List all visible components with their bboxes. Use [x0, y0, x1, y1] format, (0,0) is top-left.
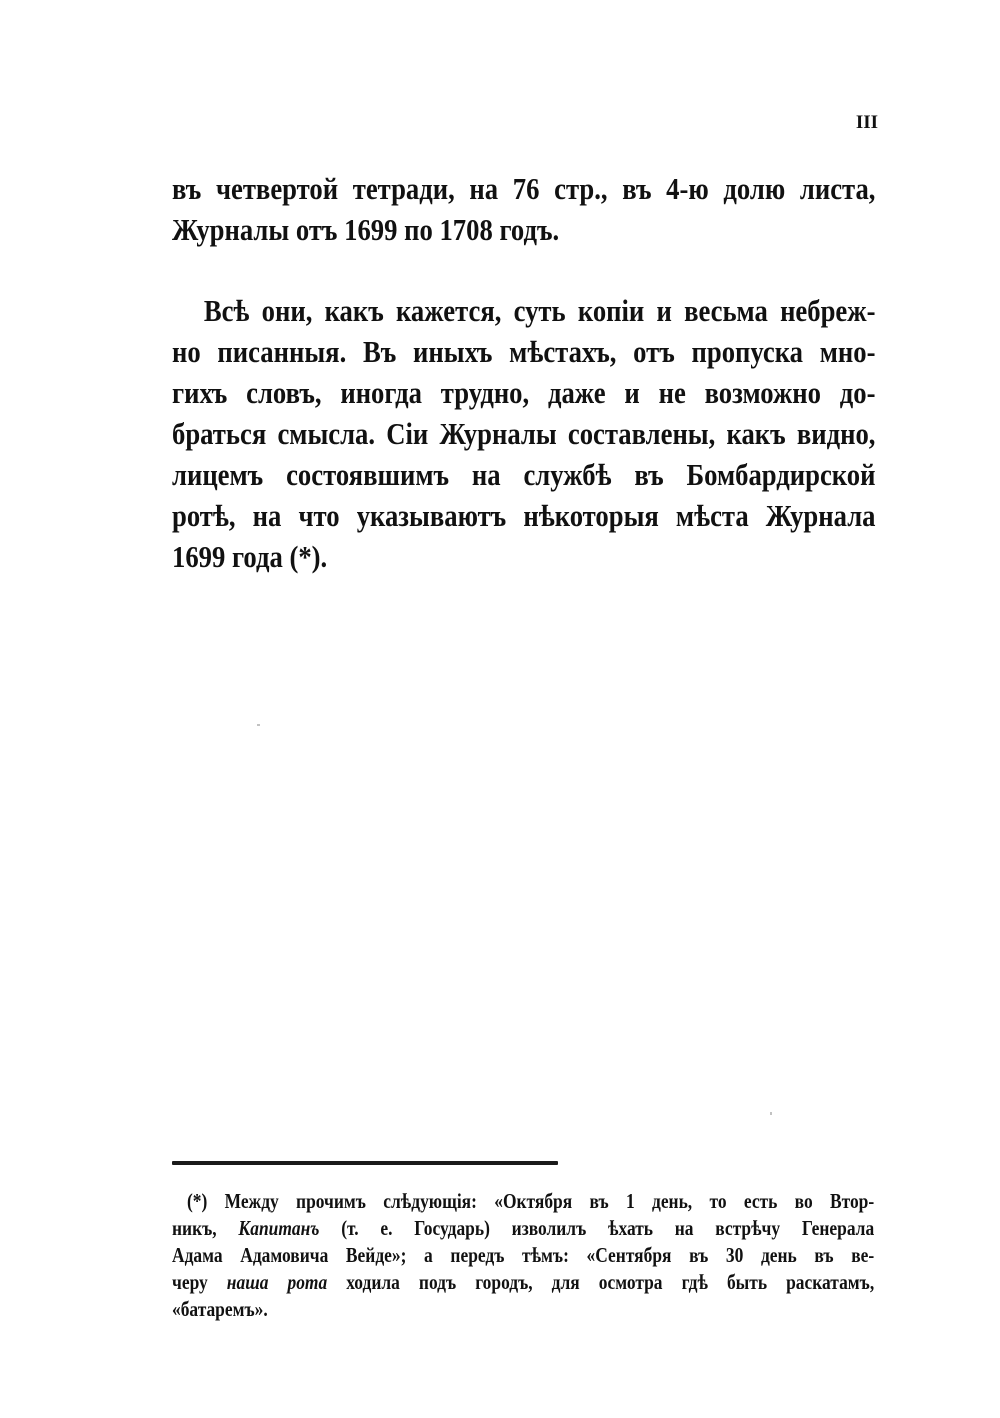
footnote-text: никъ,	[172, 1216, 239, 1240]
text-line: лицемъ состоявшимъ на службѣ въ Бомбардирской	[172, 457, 876, 492]
paragraph-2	[172, 290, 876, 577]
footnote-line	[172, 1215, 874, 1242]
footnote-line	[172, 1242, 874, 1269]
footnote-line	[172, 1296, 874, 1323]
text-line: браться смысла. Сіи Журналы составлены, какъ видно,	[172, 416, 876, 451]
footnote-italic-text: Капитанъ	[238, 1216, 320, 1240]
footnote-separator-rule	[172, 1161, 558, 1165]
footnote-text: Адама Адамовича Вейде»; а передъ тѣмъ: «Сентября въ 30 день въ ве-	[172, 1243, 875, 1267]
text-line: 1699 года (*).	[172, 539, 328, 574]
footnote-text: черу	[172, 1270, 227, 1294]
footnote-text: (*) Между прочимъ слѣдующія: «Октября въ 1 день, то есть во Втор-	[186, 1189, 875, 1213]
text-line: въ четвертой тетради, на 76 стр., въ 4-ю долю листа,	[172, 171, 876, 206]
footnote-line	[172, 1269, 874, 1296]
scan-speck	[257, 724, 260, 726]
footnote	[172, 1188, 874, 1323]
footnote-line	[172, 1188, 874, 1215]
paragraph-1	[172, 168, 876, 250]
scan-speck	[770, 1112, 772, 1115]
footnote-text: (т. е. Государь) изволилъ ѣхать на встрѣчу Генерала	[319, 1216, 875, 1240]
text-line: гихъ словъ, иногда трудно, даже и не возможно до-	[172, 375, 876, 410]
text-line: Всѣ они, какъ кажется, суть копіи и весьма небреж-	[203, 293, 876, 328]
text-line: ротѣ, на что указываютъ нѣкоторыя мѣста Журнала	[172, 498, 876, 533]
text-line: Журналы отъ 1699 по 1708 годъ.	[172, 212, 560, 247]
footnote-text: ходила подъ городъ, для осмотра гдѣ быть раскатамъ,	[327, 1270, 875, 1294]
text-line: но писанныя. Въ иныхъ мѣстахъ, отъ пропуска мно-	[172, 334, 876, 369]
page-number: III	[855, 112, 878, 133]
footnote-text: «батаремъ».	[172, 1297, 268, 1321]
footnote-italic-text: наша рота	[226, 1270, 328, 1294]
